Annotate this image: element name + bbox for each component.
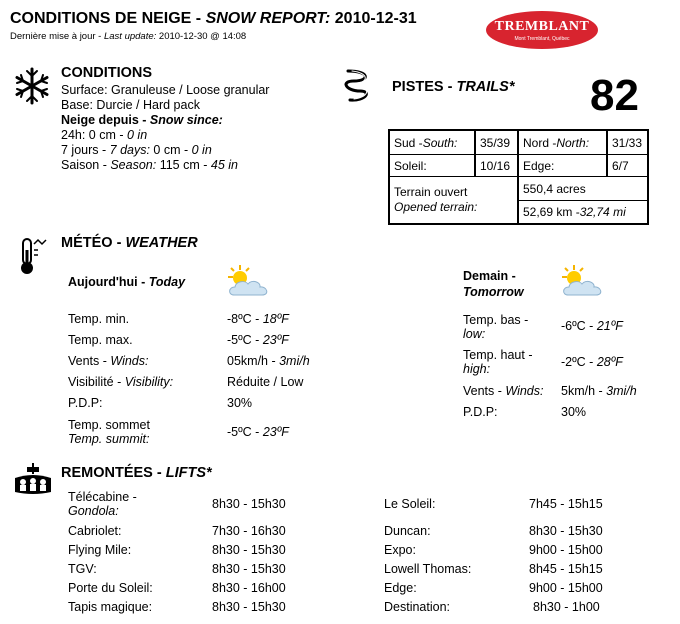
last-update bbox=[10, 31, 246, 42]
north-value-cell: 31/33 bbox=[607, 130, 648, 155]
report-date: 2010-12-31 bbox=[330, 10, 417, 27]
tomorrow-pdp-value: 30% bbox=[561, 405, 587, 419]
lift-hours: 8h30 - 15h30 bbox=[529, 524, 603, 538]
today-min-c: -8ºC - bbox=[227, 312, 263, 326]
tomorrow-low-f: 21ºF bbox=[596, 319, 623, 333]
tomorrow-pdp-label: P.D.P: bbox=[463, 405, 498, 419]
today-wind-mih: 3mi/h bbox=[279, 354, 310, 368]
snow-24h bbox=[61, 128, 147, 142]
gondola-fr: Télécabine - bbox=[68, 490, 137, 504]
lift-hours: 8h30 - 1h00 bbox=[533, 600, 600, 614]
tomorrow-low-value bbox=[561, 319, 623, 333]
since-sep: - bbox=[138, 113, 150, 127]
lift-name: Flying Mile: bbox=[68, 543, 132, 557]
today-summit-label bbox=[68, 418, 150, 446]
vis-fr: Visibilité - bbox=[68, 375, 125, 389]
season-fr: Saison - bbox=[61, 158, 111, 172]
lift-hours: 9h00 - 15h00 bbox=[529, 581, 603, 595]
today-fr: Aujourd'hui - bbox=[68, 275, 149, 289]
opened-fr: Terrain ouvert bbox=[394, 185, 468, 199]
distance-cell bbox=[518, 200, 648, 224]
lift-hours: 8h30 - 15h30 bbox=[212, 562, 286, 576]
d7-en: 0 in bbox=[191, 143, 212, 157]
south-en: South: bbox=[422, 135, 458, 150]
lift-hours: 7h45 - 15h15 bbox=[529, 497, 603, 511]
update-value: 2010-12-30 @ 14:08 bbox=[156, 31, 247, 42]
distance-mi: 32,74 mi bbox=[579, 205, 626, 219]
gondola-lift-icon bbox=[12, 462, 54, 498]
today-visibility-label bbox=[68, 375, 173, 389]
logo-tagline: Mont Tremblant, Québec bbox=[514, 36, 570, 42]
thermometer-icon bbox=[14, 236, 48, 276]
conditions-heading: CONDITIONS bbox=[61, 65, 153, 81]
south-fr: Sud - bbox=[394, 135, 423, 150]
season-val: 115 cm - bbox=[156, 158, 211, 172]
weather-heading-en: WEATHER bbox=[125, 235, 198, 251]
d7-val: 0 cm - bbox=[149, 143, 192, 157]
acres-cell: 550,4 acres bbox=[518, 176, 648, 201]
soleil-value-cell: 10/16 bbox=[475, 154, 518, 177]
lift-hours: 8h30 - 16h00 bbox=[212, 581, 286, 595]
north-label-cell bbox=[518, 130, 607, 155]
north-fr: Nord - bbox=[523, 135, 557, 150]
lift-gondola-label bbox=[68, 490, 137, 518]
lift-name: Duncan: bbox=[384, 524, 431, 538]
trails-heading-fr: PISTES - bbox=[392, 79, 457, 95]
update-en: Last update: bbox=[103, 31, 157, 42]
today-max-c: -5ºC - bbox=[227, 333, 263, 347]
edge-value-cell: 6/7 bbox=[607, 154, 648, 177]
low-fr: Temp. bas - bbox=[463, 313, 529, 327]
lift-hours: 8h30 - 15h30 bbox=[212, 600, 286, 614]
lift-hours: 8h30 - 15h30 bbox=[212, 543, 286, 557]
weather-heading-fr: MÉTÉO - bbox=[61, 235, 126, 251]
summit-c: -5ºC - bbox=[227, 425, 263, 439]
soleil-label-cell: Soleil: bbox=[389, 154, 475, 177]
today-max-label: Temp. max. bbox=[68, 333, 133, 347]
title-fr: CONDITIONS DE NEIGE - bbox=[10, 10, 206, 27]
weather-heading bbox=[61, 235, 198, 251]
lift-hours: 8h45 - 15h15 bbox=[529, 562, 603, 576]
tremblant-logo[interactable] bbox=[486, 11, 598, 49]
tomorrow-high-f: 28ºF bbox=[596, 355, 623, 369]
tomorrow-label bbox=[463, 268, 524, 300]
tomorrow-fr: Demain - bbox=[463, 269, 516, 283]
summit-en: Temp. summit: bbox=[68, 432, 150, 446]
summit-fr: Temp. sommet bbox=[68, 418, 150, 432]
today-wind-fr: Vents - bbox=[68, 354, 111, 368]
today-pdp-label: P.D.P: bbox=[68, 396, 103, 410]
high-fr: Temp. haut - bbox=[463, 348, 533, 362]
since-fr: Neige depuis bbox=[61, 113, 139, 127]
lifts-heading-en: LIFTS* bbox=[165, 465, 212, 481]
season-label: Season: bbox=[110, 158, 157, 172]
low-en: low: bbox=[463, 327, 486, 341]
trails-heading bbox=[392, 79, 514, 95]
high-en: high: bbox=[463, 362, 491, 376]
lifts-heading-fr: REMONTÉES - bbox=[61, 465, 166, 481]
today-min-label: Temp. min. bbox=[68, 312, 130, 326]
surface-text: Surface: Granuleuse / Loose granular bbox=[61, 83, 270, 97]
lift-name: Destination: bbox=[384, 600, 451, 614]
south-label-cell bbox=[389, 130, 475, 155]
d7-fr: 7 jours - bbox=[61, 143, 110, 157]
today-min-f: 18ºF bbox=[262, 312, 289, 326]
lift-name: Cabriolet: bbox=[68, 524, 122, 538]
summit-f: 23ºF bbox=[262, 425, 289, 439]
today-wind-kmh: 05km/h - bbox=[227, 354, 280, 368]
base-text: Base: Durcie / Hard pack bbox=[61, 98, 200, 112]
lift-hours: 9h00 - 15h00 bbox=[529, 543, 603, 557]
open-trails-count: 82 bbox=[590, 71, 639, 120]
lift-name: Expo: bbox=[384, 543, 416, 557]
tomorrow-low-c: -6ºC - bbox=[561, 319, 597, 333]
update-fr: Dernière mise à jour - bbox=[10, 31, 104, 42]
lift-hours: 7h30 - 16h30 bbox=[212, 524, 286, 538]
d7-label: 7 days: bbox=[109, 143, 150, 157]
tomorrow-wind-label bbox=[463, 384, 543, 398]
tw-kmh: 5km/h - bbox=[561, 384, 607, 398]
lifts-heading bbox=[61, 465, 212, 481]
snow-7days bbox=[61, 143, 212, 157]
south-value-cell: 35/39 bbox=[475, 130, 518, 155]
season-en: 45 in bbox=[210, 158, 238, 172]
tomorrow-high-c: -2ºC - bbox=[561, 355, 597, 369]
lift-name: TGV: bbox=[68, 562, 97, 576]
today-en: Today bbox=[148, 275, 186, 289]
snowflake-icon bbox=[12, 66, 52, 106]
today-pdp-value: 30% bbox=[227, 396, 253, 410]
gondola-en: Gondola: bbox=[68, 504, 119, 518]
tw-en: Winds: bbox=[505, 384, 544, 398]
opened-en: Opened terrain: bbox=[394, 200, 478, 214]
today-max-value bbox=[227, 333, 289, 347]
partly-cloudy-icon-tomorrow bbox=[558, 263, 608, 301]
today-wind-en: Winds: bbox=[110, 354, 149, 368]
opened-terrain-label-cell bbox=[389, 176, 518, 224]
lift-name: Edge: bbox=[384, 581, 417, 595]
h24-en: 0 in bbox=[127, 128, 148, 142]
h24-fr: 24h: 0 cm - bbox=[61, 128, 127, 142]
vis-en: Visibility: bbox=[124, 375, 174, 389]
today-visibility-value: Réduite / Low bbox=[227, 375, 304, 389]
title-en: SNOW REPORT: bbox=[205, 10, 331, 27]
partly-cloudy-icon-today bbox=[224, 263, 274, 301]
tw-mih: 3mi/h bbox=[606, 384, 637, 398]
lift-name: Tapis magique: bbox=[68, 600, 153, 614]
north-en: North: bbox=[556, 135, 590, 150]
ski-trails-icon bbox=[342, 67, 372, 103]
trails-table bbox=[388, 129, 649, 225]
tomorrow-high-label bbox=[463, 348, 532, 376]
snow-season bbox=[61, 158, 238, 172]
lift-name: Lowell Thomas: bbox=[384, 562, 472, 576]
edge-label-cell: Edge: bbox=[518, 154, 607, 177]
today-max-f: 23ºF bbox=[262, 333, 289, 347]
lift-name: Porte du Soleil: bbox=[68, 581, 153, 595]
lift-gondola-hours: 8h30 - 15h30 bbox=[212, 497, 286, 511]
tomorrow-wind-value bbox=[561, 384, 637, 398]
page-title bbox=[10, 10, 417, 28]
trails-heading-en: TRAILS* bbox=[456, 79, 515, 95]
tomorrow-low-label bbox=[463, 313, 528, 341]
since-en: Snow since: bbox=[149, 113, 223, 127]
tomorrow-high-value bbox=[561, 355, 623, 369]
today-min-value bbox=[227, 312, 289, 326]
logo-name: TREMBLANT bbox=[494, 19, 590, 34]
distance-km: 52,69 km - bbox=[523, 205, 580, 219]
today-wind-label bbox=[68, 354, 148, 368]
today-summit-value bbox=[227, 425, 289, 439]
snow-since-label bbox=[61, 113, 223, 127]
today-label bbox=[68, 275, 185, 289]
lift-name: Le Soleil: bbox=[384, 497, 436, 511]
tw-fr: Vents - bbox=[463, 384, 506, 398]
tomorrow-en: Tomorrow bbox=[463, 285, 524, 299]
today-wind-value bbox=[227, 354, 310, 368]
